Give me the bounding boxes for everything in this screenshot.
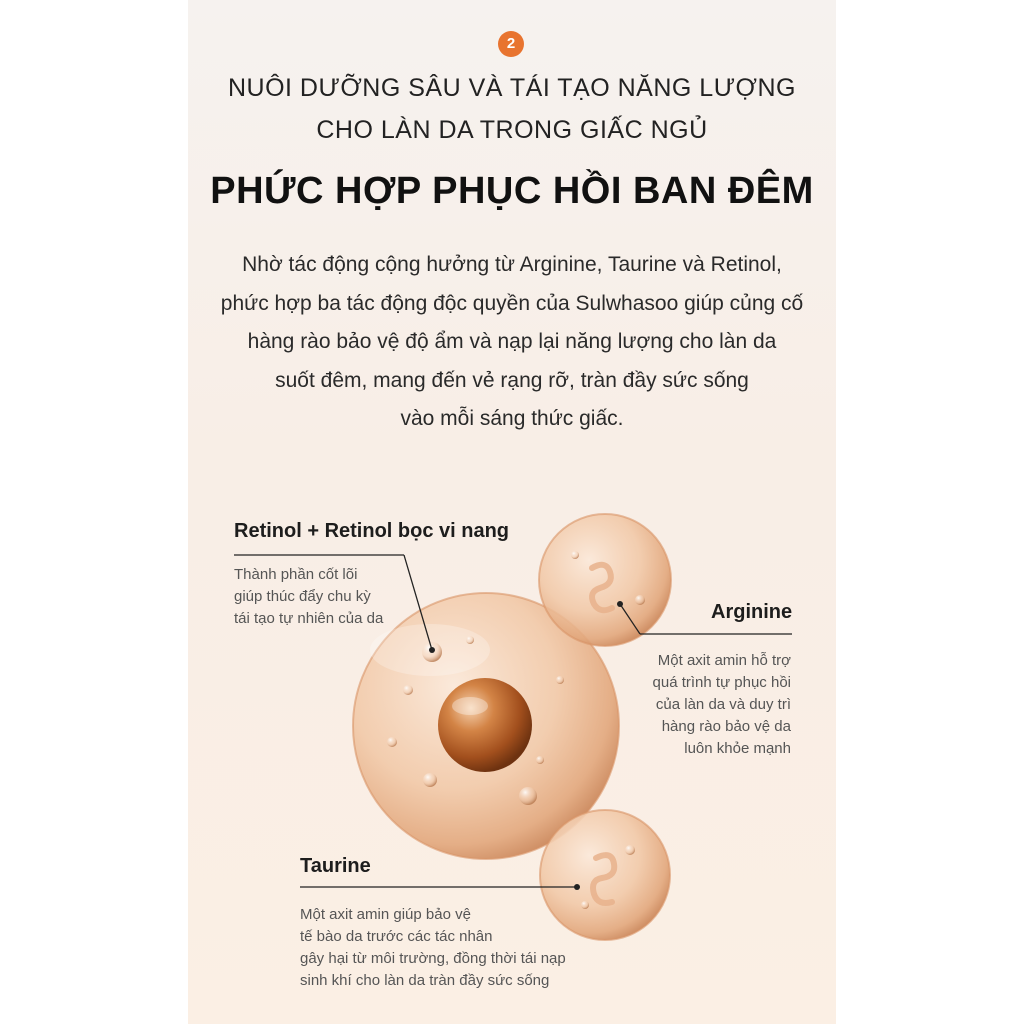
page-title: PHỨC HỢP PHỤC HỒI BAN ĐÊM (210, 170, 814, 212)
note-line: sinh khí cho làn da tràn đầy sức sống (300, 972, 550, 989)
retinol-label: Retinol + Retinol bọc vi nang (234, 520, 510, 542)
note-line: Thành phần cốt lõi (234, 566, 358, 583)
taurine-note (300, 904, 566, 992)
note-line: của làn da và duy trì (655, 696, 791, 713)
taurine-label: Taurine (300, 855, 371, 877)
description-line: Nhờ tác động cộng hưởng từ Arginine, Taurine và Retinol, (242, 253, 782, 276)
arginine-note (653, 650, 791, 760)
description-line: hàng rào bảo vệ độ ẩm và nạp lại năng lượng cho làn da (247, 330, 777, 353)
core-sphere (438, 678, 532, 772)
subtitle-line-1: NUÔI DƯỠNG SÂU VÀ TÁI TẠO NĂNG LƯỢNG (227, 74, 796, 102)
retinol-note (234, 564, 383, 630)
note-line: tái tạo tự nhiên của da (234, 610, 384, 627)
description-line: phức hợp ba tác động độc quyền của Sulwhasoo giúp củng cố (220, 291, 804, 315)
note-line: quá trình tự phục hồi (652, 674, 791, 691)
note-line: tế bào da trước các tác nhân (300, 928, 493, 945)
arginine-bubble (539, 514, 671, 646)
note-line: Một axit amin hỗ trợ (657, 652, 791, 669)
note-line: giúp thúc đẩy chu kỳ (234, 588, 371, 605)
note-line: gây hại từ môi trường, đồng thời tái nạp (300, 950, 566, 967)
step-number-badge: 2 (498, 31, 524, 57)
note-line: luôn khỏe mạnh (684, 740, 791, 757)
description-line: vào mỗi sáng thức giấc. (400, 407, 624, 430)
subtitle-line-2: CHO LÀN DA TRONG GIẤC NGỦ (316, 116, 708, 144)
arginine-label: Arginine (711, 601, 793, 623)
note-line: Một axit amin giúp bảo vệ (300, 906, 471, 923)
description-line: suốt đêm, mang đến vẻ rạng rỡ, tràn đầy sức sống (275, 368, 749, 392)
note-line: hàng rào bảo vệ da (661, 718, 791, 735)
taurine-leader-line (300, 884, 580, 890)
